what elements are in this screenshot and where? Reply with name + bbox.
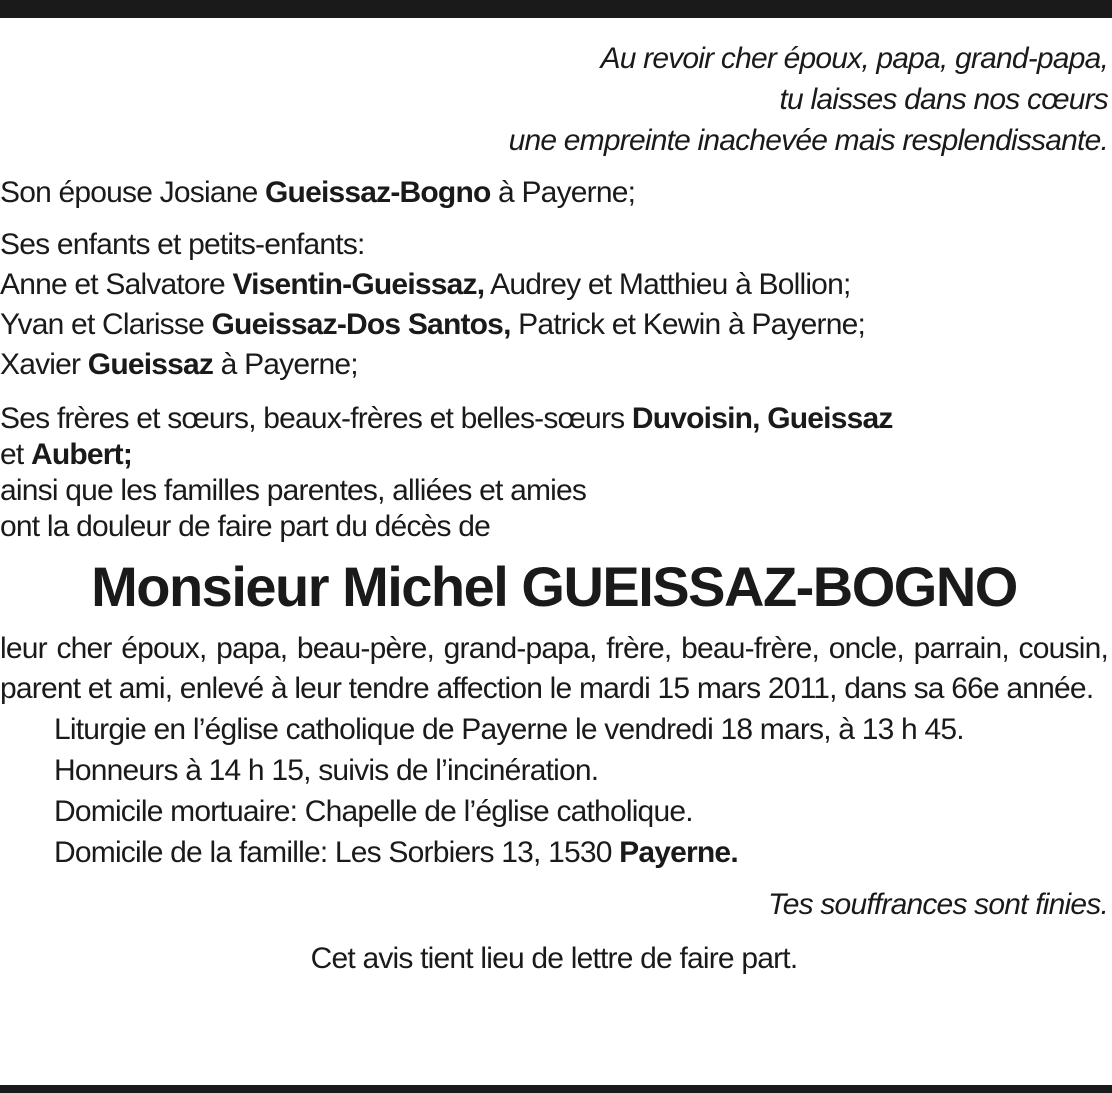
children-block bbox=[0, 225, 1108, 385]
siblings-block bbox=[0, 401, 1108, 545]
honors-line: Honneurs à 14 h 15, suivis de l’incinération. bbox=[54, 754, 599, 787]
family-address-line bbox=[54, 832, 1108, 873]
spouse-line bbox=[0, 173, 1108, 213]
deceased-name: Monsieur Michel GUEISSAZ-BOGNO bbox=[91, 555, 1017, 618]
opening-poem bbox=[0, 38, 1108, 161]
poem-line: tu laisses dans nos cœurs bbox=[779, 83, 1108, 116]
child-line bbox=[0, 305, 1108, 345]
ceremony-details bbox=[0, 709, 1108, 873]
liturgy-line: Liturgie en l’église catholique de Payerne le vendredi 18 mars, à 13 h 45. bbox=[54, 713, 964, 746]
mortuary-line: Domicile mortuaire: Chapelle de l’église catholique. bbox=[54, 795, 693, 828]
closing-verse: Tes souffrances sont finies. bbox=[767, 888, 1108, 921]
child-name: Gueissaz-Dos Santos, bbox=[211, 308, 511, 341]
child-prefix: Xavier bbox=[0, 348, 88, 381]
siblings-names: Duvoisin, Gueissaz bbox=[631, 402, 893, 435]
poem-line: Au revoir cher époux, papa, grand-papa, bbox=[600, 42, 1108, 75]
footer-note: Cet avis tient lieu de lettre de faire part. bbox=[310, 942, 798, 975]
child-prefix: Yvan et Clarisse bbox=[0, 308, 212, 341]
child-line bbox=[0, 265, 1108, 305]
child-suffix: Patrick et Kewin à Payerne; bbox=[510, 308, 866, 341]
siblings-prefix: Ses frères et sœurs, beaux-frères et belles-sœurs bbox=[0, 402, 632, 435]
spouse-suffix: à Payerne; bbox=[490, 176, 636, 209]
child-suffix: Audrey et Matthieu à Bollion; bbox=[484, 268, 851, 301]
children-heading: Ses enfants et petits-enfants: bbox=[0, 228, 365, 261]
child-line bbox=[0, 345, 1108, 385]
bottom-rule bbox=[0, 1085, 1112, 1093]
description-paragraph: leur cher époux, papa, beau-père, grand-papa, frère, beau-frère, oncle, parrain, cousin, parent et ami, enlevé à leur tendre affection le mardi 15 mars 2011, dans sa 66e année. bbox=[0, 632, 1108, 705]
child-suffix: à Payerne; bbox=[213, 348, 358, 381]
siblings-line-2 bbox=[0, 437, 1108, 473]
siblings-line bbox=[0, 401, 1108, 437]
top-rule bbox=[0, 0, 1112, 18]
spouse-prefix: Son épouse Josiane bbox=[0, 176, 266, 209]
siblings-connector: et bbox=[0, 438, 31, 471]
siblings-last-name: Aubert; bbox=[30, 438, 133, 471]
family-address-city: Payerne. bbox=[619, 836, 738, 869]
spouse-name: Gueissaz-Bogno bbox=[265, 176, 491, 209]
poem-line: une empreinte inachevée mais resplendissante. bbox=[508, 124, 1108, 157]
announce-line: ont la douleur de faire part du décès de bbox=[0, 510, 491, 543]
obituary-notice bbox=[0, 38, 1108, 979]
child-prefix: Anne et Salvatore bbox=[0, 268, 233, 301]
family-address-prefix: Domicile de la famille: Les Sorbiers 13, 1530 bbox=[54, 836, 620, 869]
child-name: Gueissaz bbox=[87, 348, 214, 381]
families-line: ainsi que les familles parentes, alliées et amies bbox=[0, 474, 587, 507]
child-name: Visentin-Gueissaz, bbox=[232, 268, 485, 301]
